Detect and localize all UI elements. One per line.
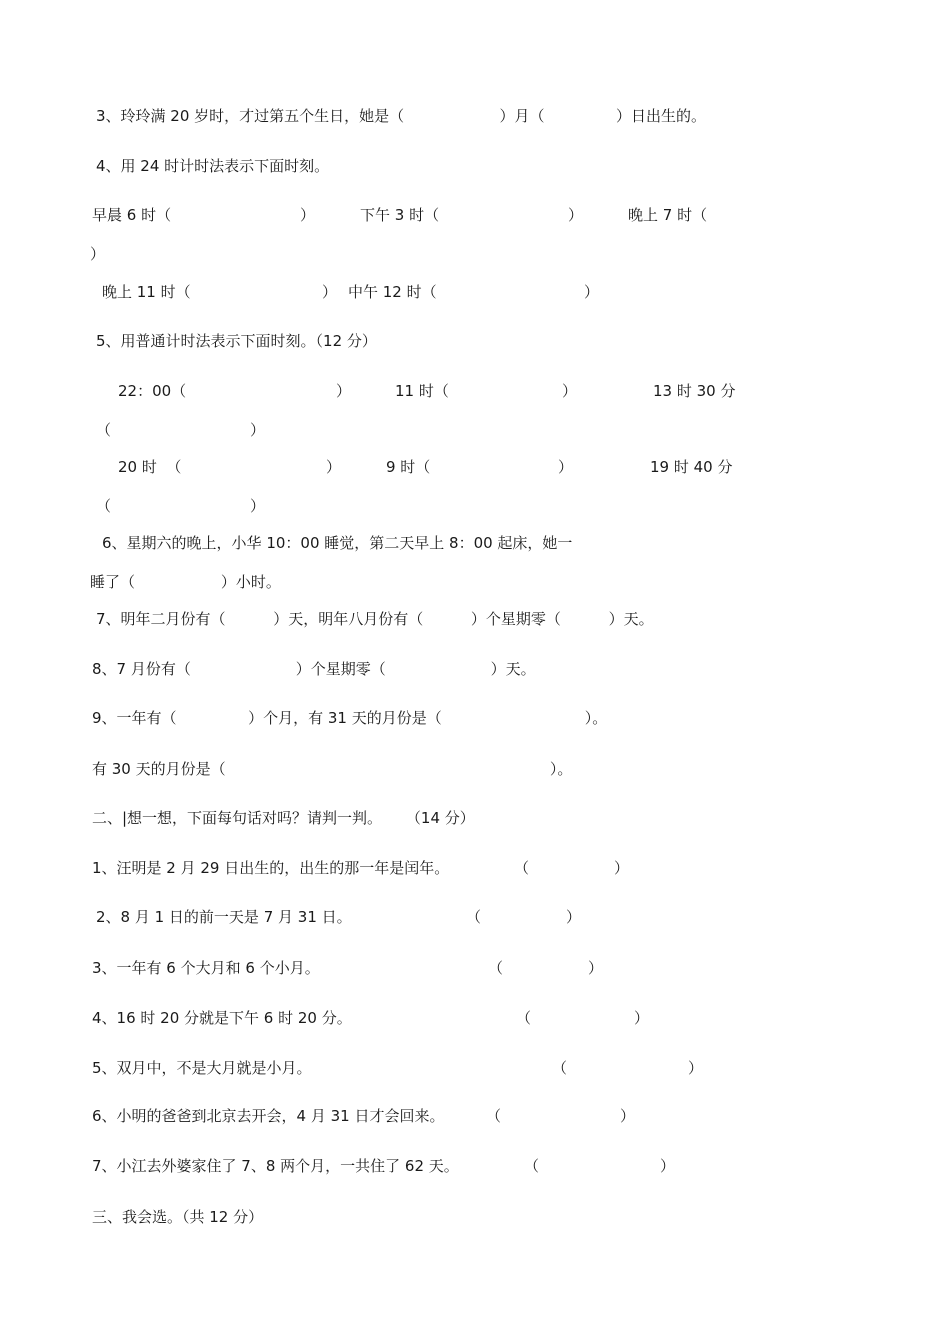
q4-item-morning-close: ）: [300, 206, 316, 224]
judge-6-open: （: [486, 1107, 502, 1125]
q4-item-afternoon: 下午 3 时（: [360, 206, 440, 224]
judge-6: 6、小明的爸爸到北京去开会，4 月 31 日才会回来。: [92, 1107, 445, 1125]
q5-item-11-close: ）: [562, 382, 578, 400]
q5-item-2200-close: ）: [336, 382, 352, 400]
question-5-title: 5、用普通计时法表示下面时刻。（12 分）: [96, 332, 377, 350]
q4-item-night-close: ）: [322, 283, 338, 301]
q5-item-1940-close: ）: [250, 497, 266, 515]
q4-item-evening-close: ）: [90, 245, 106, 263]
q5-item-20-close: ）: [326, 458, 342, 476]
q5-item-1330-close: ）: [250, 421, 266, 439]
q5-item-9: 9 时（: [386, 458, 431, 476]
question-9-line2: 有 30 天的月份是（ ）。: [92, 760, 573, 778]
judge-7: 7、小江去外婆家住了 7、8 两个月，一共住了 62 天。: [92, 1157, 459, 1175]
question-8: 8、7 月份有（ ）个星期零（ ）天。: [92, 660, 536, 678]
q4-item-evening: 晚上 7 时（: [628, 206, 708, 224]
q5-item-9-close: ）: [558, 458, 574, 476]
judge-2: 2、8 月 1 日的前一天是 7 月 31 日。: [96, 908, 352, 926]
question-7: 7、明年二月份有（ ）天，明年八月份有（ ）个星期零（ ）天。: [96, 610, 654, 628]
q5-item-20: 20 时 （: [118, 458, 182, 476]
q5-item-11: 11 时（: [395, 382, 449, 400]
judge-4-open: （: [516, 1009, 532, 1027]
question-6-line1: 6、星期六的晚上，小华 10：00 睡觉，第二天早上 8：00 起床，她一: [102, 534, 573, 552]
judge-1: 1、汪明是 2 月 29 日出生的，出生的那一年是闰年。: [92, 859, 450, 877]
section-3-title: 三、我会选。（共 12 分）: [92, 1208, 264, 1226]
question-3: 3、玲玲满 20 岁时，才过第五个生日，她是（ ）月（ ）日出生的。: [96, 107, 707, 125]
question-9-line1: 9、一年有（ ）个月，有 31 天的月份是（ ）。: [92, 709, 608, 727]
judge-4: 4、16 时 20 分就是下午 6 时 20 分。: [92, 1009, 352, 1027]
q5-item-1940-open: （: [96, 497, 112, 515]
judge-1-close: ）: [614, 859, 630, 877]
judge-6-close: ）: [620, 1107, 636, 1125]
judge-5: 5、双月中，不是大月就是小月。: [92, 1059, 312, 1077]
judge-5-open: （: [552, 1059, 568, 1077]
judge-2-open: （: [466, 908, 482, 926]
q4-item-afternoon-close: ）: [568, 206, 584, 224]
q4-item-noon-close: ）: [584, 283, 600, 301]
judge-3: 3、一年有 6 个大月和 6 个小月。: [92, 959, 320, 977]
judge-5-close: ）: [688, 1059, 704, 1077]
judge-4-close: ）: [634, 1009, 650, 1027]
section-2-title: 二、|想一想，下面每句话对吗？请判一判。 （14 分）: [92, 809, 475, 827]
question-6-line2: 睡了（ ）小时。: [90, 573, 281, 591]
judge-1-open: （: [514, 859, 530, 877]
judge-7-close: ）: [660, 1157, 676, 1175]
judge-2-close: ）: [566, 908, 582, 926]
judge-3-close: ）: [588, 959, 604, 977]
q5-item-1940: 19 时 40 分: [650, 458, 733, 476]
q5-item-1330: 13 时 30 分: [653, 382, 736, 400]
q4-item-noon: 中午 12 时（: [348, 283, 437, 301]
judge-7-open: （: [524, 1157, 540, 1175]
judge-3-open: （: [488, 959, 504, 977]
q4-item-morning: 早晨 6 时（: [92, 206, 172, 224]
q4-item-night: 晚上 11 时（: [102, 283, 191, 301]
q5-item-2200: 22：00（: [118, 382, 187, 400]
q5-item-1330-open: （: [96, 421, 112, 439]
question-4-title: 4、用 24 时计时法表示下面时刻。: [96, 157, 330, 175]
